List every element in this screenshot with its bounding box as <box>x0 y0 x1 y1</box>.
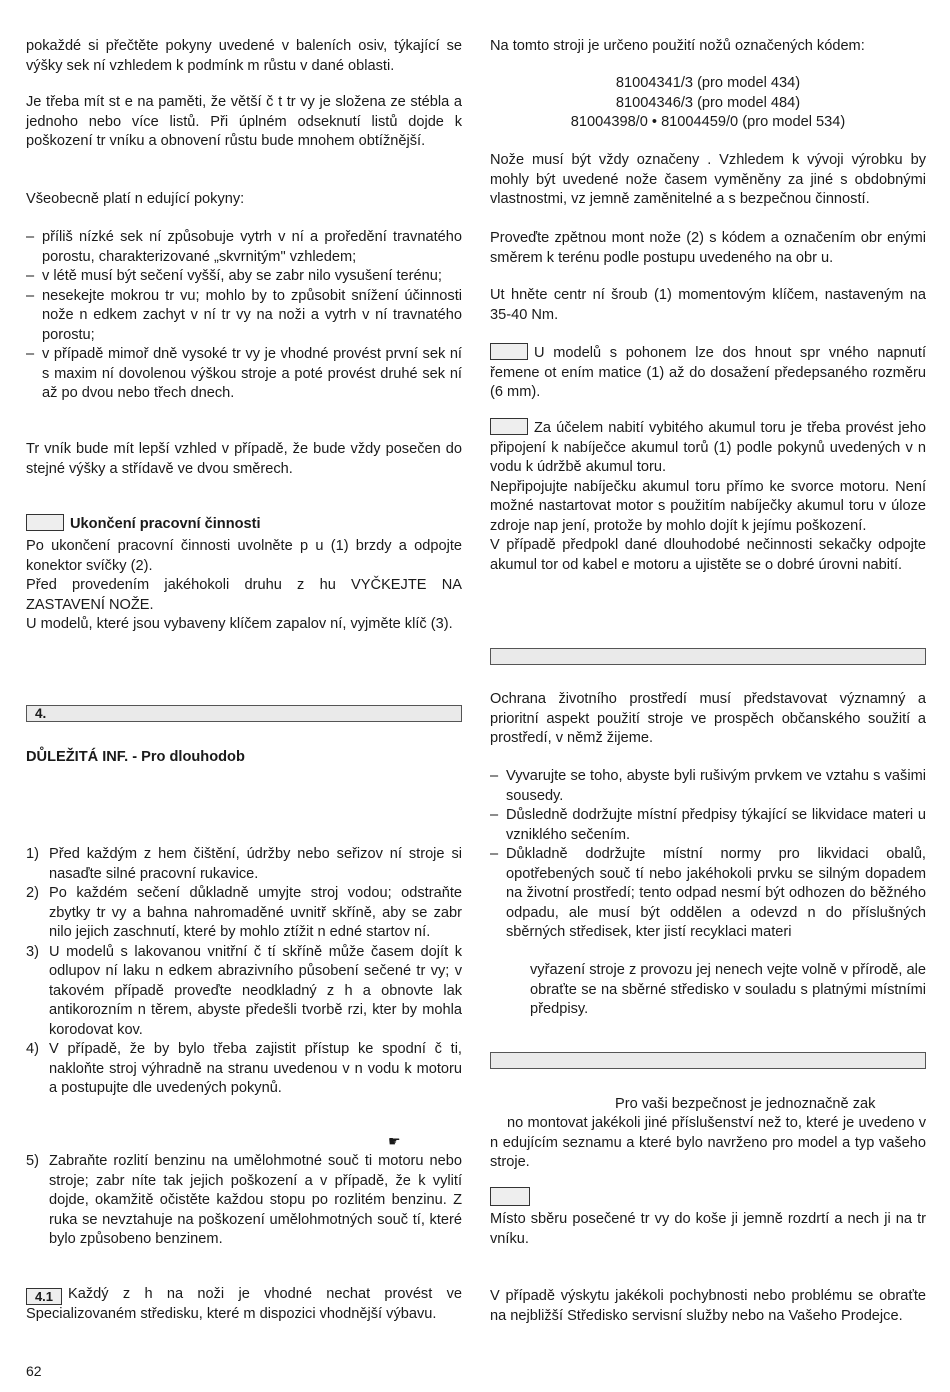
accessories-list-text: no montovat jakékoli jiné příslušenství než to, které je uvedeno v n edujícím seznamu a které bylo navrženo pro model a typ vašeho stroje. <box>490 1115 926 1170</box>
list-item <box>26 1152 462 1250</box>
belt-tension-block <box>490 343 926 403</box>
battery-paragraph: V případě předpokl dané dlouhodobé nečinnosti sekačky odpojte akumul tor od kabel e motoru a ujistěte se o dobré úrovni nabití. <box>490 537 926 573</box>
item-text: V případě, že by bylo třeba zajistit přístup ke spodní č ti, nakloňte stroj výhradně na stranu uvedenou v n vodu k motoru a postupujte dle uvedených pokynů. <box>49 1041 462 1096</box>
item-text: Zabraňte rozlití benzinu na umělohmotné souč ti motoru nebo stroje; zabr níte tak jejich poškození a v případě, že k vylití dojde, okamžitě očistěte každou stopu po rozlitém benzinu. Z ruka se nevztahuje na poškození umělohmotných souč tí, které bylo způsobeno benzinem. <box>49 1153 462 1247</box>
subsection-tag: 4.1 <box>26 1288 62 1305</box>
list-item <box>26 884 462 943</box>
general-rules-text: Všeobecně platí n edující pokyny: <box>26 191 245 207</box>
end-work-paragraph: Před provedením jakéhokoli druhu z hu VYČKEJTE NA ZASTAVENÍ NOŽE. <box>26 577 462 613</box>
environment-section-bar <box>490 648 926 665</box>
environment-list <box>490 767 926 943</box>
item-number: 2) <box>26 885 39 901</box>
environment-end-text: vyřazení stroje z provozu jej nenech vejte volně v přírodě, ale obraťte se na sběrné středisko v souladu s platnými místními předpisy. <box>530 962 926 1017</box>
page-number: 62 <box>26 1363 42 1379</box>
end-work-paragraph: Po ukončení pracovní činnosti uvolněte p u (1) brzdy a odpojte konektor svíčky (2). <box>26 538 462 574</box>
item-number: 4) <box>26 1041 39 1057</box>
torque-text: Ut hněte centr ní šroub (1) momentovým klíčem, nastaveným na 35-40 Nm. <box>490 287 926 323</box>
battery-paragraph: Nepřipojujte nabíječku akumul toru přímo ke svorce motoru. Není možné nastartovat motor s použitím nabíječky akumul toru v úloze zdroje nap jení, protože by mohlo dojít k jejímu poškození. <box>490 478 926 534</box>
service-contact-text: V případě výskytu jakékoli pochybnosti nebo problému se obraťte na nejbližší Středisko servisní služby nebo na Vašeho Prodejce. <box>490 1288 926 1324</box>
accessory-tag <box>490 1187 530 1206</box>
accessories-safety-text: Pro vaši bezpečnost je jednoznačně zak <box>615 1096 876 1112</box>
environment-intro: Ochrana životního prostředí musí představovat významný a prioritní aspekt použití stroje ve prospěch občanského soužití a prostředí, v němž žijeme. <box>490 691 926 746</box>
end-work-text <box>26 537 462 635</box>
belt-tension-text: U modelů s pohonem lze dos hnout spr vného napnutí řemene ot ením matice (1) až do dosažení předepsaného rozměru (6 mm). <box>490 345 926 400</box>
list-item: – Vyvarujte se toho, abyste byli rušivým prvkem ve vztahu s vašimi sousedy. <box>490 767 926 806</box>
blade-code: 81004346/3 (pro model 484) <box>615 94 801 111</box>
mowing-rules-list <box>26 228 462 404</box>
item-number: 3) <box>26 943 39 960</box>
battery-paragraph: Za účelem nabití vybitého akumul toru je třeba provést jeho připojení k nabíječce akumul torů (1) podle pokynů uvedených v n vodu k údržbě akumul toru. <box>490 420 926 475</box>
seed-instructions-text: pokaždé si přečtěte pokyny uvedené v baleních osiv, týkající se výšky sek ní vzhledem k podmínk m růstu v dané oblasti. <box>26 38 462 74</box>
end-work-heading <box>26 514 462 535</box>
list-item: – Důsledně dodržujte místní předpisy týkající se likvidace materi u vzniklého sečením. <box>490 806 926 845</box>
list-item: – nesekejte mokrou tr vu; mohlo by to způsobit snížení účinnosti nože n edkem zachyt v ní tr vy na noži a vytrh v ní travnatého porostu; <box>26 287 462 346</box>
pointing-hand-icon: ☛ <box>388 1133 401 1149</box>
item-text: Po každém sečení důkladně umyjte stroj vodou; odstraňte zbytky tr vy a bahna nahromaděné uvnitř skříně, aby se zabr nilo jejich zaschnutí, které by mohlo ztížit n edné startov ní. <box>49 885 462 940</box>
blade-code: 81004341/3 (pro model 434) <box>615 75 801 91</box>
maintenance-list <box>26 845 462 1099</box>
list-item <box>26 943 462 1041</box>
blade-codes <box>490 74 926 133</box>
maintenance-list-continued <box>26 1152 462 1250</box>
blade-codes-intro: Na tomto stroji je určeno použití nožů označených kódem: <box>490 38 865 54</box>
list-item: – Důkladně dodržujte místní normy pro likvidaci obalů, opotřebených souč tí nebo jakéhokoli prvku se silným dopadem na životní prostředí; tento odpad nesmí být odhozen do běžného odpadu, ale musí být oddělen a odevzd n do příslušných sběrných středisek, kter jistí recyklaci materi <box>490 845 926 943</box>
subsection-4-1 <box>26 1285 462 1325</box>
item-text: Před každým z hem čištění, údržby nebo seřizov ní stroje si nasaďte silné pracovní rukavice. <box>49 846 462 882</box>
section-tag <box>26 514 64 531</box>
blade-marking-text: Nože musí být vždy označeny . Vzhledem k vývoji výrobku by mohly být uvedené nože časem vyměněny za jiné s obdobnými vlastnostmi, vz jemně zaměnitelné a s bezpečnou činností. <box>490 152 926 207</box>
end-work-title: Ukončení pracovní činnosti <box>70 516 261 532</box>
item-number: 5) <box>26 1153 39 1169</box>
end-work-paragraph: U modelů, které jsou vybaveny klíčem zapalov ní, vyjměte klíč (3). <box>26 616 453 632</box>
section-tag <box>490 418 528 435</box>
list-item: – v případě mimoř dně vysoké tr vy je vhodné provést první sek ní s maxim ní dovolenou výškou stroje a poté provést druhé sek ní až po dvou nebo třech dnech. <box>26 345 462 404</box>
lawn-appearance-text: Tr vník bude mít lepší vzhled v případě, že bude vždy posečen do stejné výšky a střídavě ve dvou směrech. <box>26 441 462 477</box>
mulching-text: Místo sběru posečené tr vy do koše ji jemně rozdrtí a nech ji na tr vníku. <box>490 1211 926 1247</box>
section-tag <box>490 343 528 360</box>
section-4-bar: 4. <box>26 705 462 722</box>
leaf-structure-text: Je třeba mít st e na paměti, že větší č t tr vy je složena ze stébla a jednoho nebo více listů. Při úplném odseknutí listů dojde k poškození tr vníku a obnovení růstu bude mnohem obtížnější. <box>26 94 462 149</box>
item-number: 1) <box>26 846 39 862</box>
important-note: DŮLEŽITÁ INF. - Pro dlouhodob <box>26 749 245 765</box>
list-item: – příliš nízké sek ní způsobuje vytrh v ní a proředění travnatého porostu, charakterizované „skvrnitým" vzhledem; <box>26 228 462 267</box>
list-item: – v létě musí být sečení vyšší, aby se zabr nilo vysušení terénu; <box>26 267 462 287</box>
item-text: U modelů s lakovanou vnitřní č tí skříně může časem dojít k odlupov ní laku n edkem abrazivního působení sečené tr vy; v takovém případě proveďte neodkladný z h a obnovte lak antikorozním n těrem, abyste předešli tvorbě rzi, kter by mohla korodovat kov. <box>49 943 462 1038</box>
accessories-section-bar <box>490 1052 926 1069</box>
list-item <box>26 1040 462 1099</box>
blade-mount-text: Proveďte zpětnou mont nože (2) s kódem a označením obr enými směrem k terénu podle postupu uvedeného na obr u. <box>490 230 926 266</box>
battery-block <box>490 418 926 575</box>
subsection-text: Každý z h na noži je vhodné nechat provést ve Specializovaném středisku, které m dispozici vhodnější výbavu. <box>26 1286 462 1322</box>
list-item <box>26 845 462 884</box>
blade-code: 81004398/0 • 81004459/0 (pro model 534) <box>570 114 846 130</box>
